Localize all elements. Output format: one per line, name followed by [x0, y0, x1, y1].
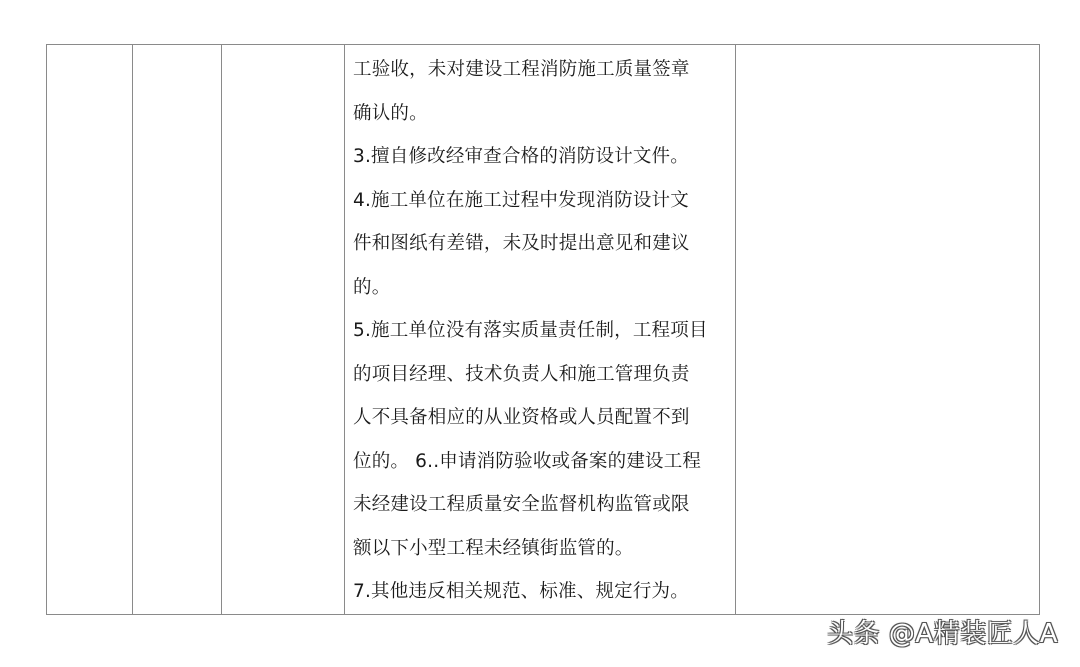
content-line: 人不具备相应的从业资格或人员配置不到: [353, 407, 690, 428]
table-cell-content: [345, 45, 736, 615]
table-cell-empty-1: [47, 45, 133, 615]
content-line: 5.施工单位没有落实质量责任制，工程项目: [353, 320, 708, 341]
content-line: 件和图纸有差错，未及时提出意见和建议: [353, 233, 690, 254]
content-line: 未经建设工程质量安全监督机构监管或限: [353, 494, 690, 515]
table-cell-empty-5: [736, 45, 1040, 615]
content-line: 确认的。: [353, 102, 428, 124]
table-cell-empty-2: [133, 45, 222, 615]
content-line: 7.其他违反相关规范、标准、规定行为。: [353, 581, 689, 602]
content-line: 3.擅自修改经审查合格的消防设计文件。: [353, 146, 689, 167]
content-line: 4.施工单位在施工过程中发现消防设计文: [353, 189, 689, 211]
watermark: 头条 @A精装匠人A: [827, 619, 1058, 649]
content-line: 额以下小型工程未经镇街监管的。: [353, 537, 634, 559]
table-row: [47, 45, 1040, 615]
document-table: [46, 44, 1040, 615]
content-line: 位的。 6..申请消防验收或备案的建设工程: [353, 450, 702, 472]
content-line: 的。: [353, 276, 391, 298]
content-line: 的项目经理、技术负责人和施工管理负责: [353, 363, 690, 385]
table-cell-empty-3: [222, 45, 345, 615]
content-line: 工验收，未对建设工程消防施工质量签章: [353, 59, 690, 80]
